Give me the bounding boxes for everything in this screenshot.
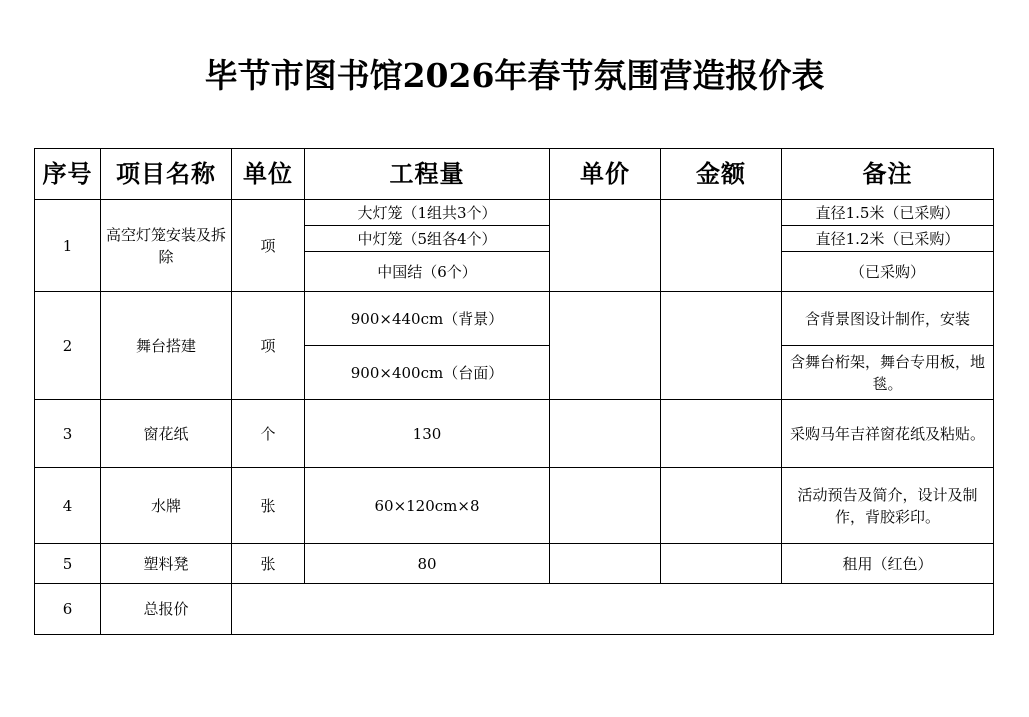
quotation-table [34,148,994,635]
row-quantity: 60×120cm×8 [305,468,550,544]
row-amount [661,544,782,584]
table-row [35,400,994,468]
row-unit-price [550,292,661,400]
row-amount [661,292,782,400]
row-unit: 张 [232,544,305,584]
row-quantity: 900×440cm（背景） [305,292,550,346]
row-amount [661,468,782,544]
row-quantity: 大灯笼（1组共3个） [305,200,550,226]
row-note: 直径1.5米（已采购） [782,200,994,226]
row-amount [661,200,782,292]
row-no: 6 [35,584,101,635]
table-row [35,544,994,584]
row-unit: 项 [232,292,305,400]
row-unit-price [550,468,661,544]
row-unit-price [550,400,661,468]
header-no: 序号 [35,149,101,200]
row-no: 5 [35,544,101,584]
row-unit-price [550,544,661,584]
row-note: 活动预告及简介，设计及制作，背胶彩印。 [782,468,994,544]
table-row [35,292,994,346]
row-quantity: 80 [305,544,550,584]
header-name: 项目名称 [101,149,232,200]
row-note: 直径1.2米（已采购） [782,226,994,252]
row-unit: 个 [232,400,305,468]
total-price-value [232,584,994,635]
row-no: 3 [35,400,101,468]
header-unit: 单位 [232,149,305,200]
row-note: 租用（红色） [782,544,994,584]
row-unit: 项 [232,200,305,292]
row-name: 高空灯笼安装及拆除 [101,200,232,292]
row-quantity: 中国结（6个） [305,252,550,292]
header-row [35,149,994,200]
row-unit: 张 [232,468,305,544]
table-row [35,584,994,635]
row-note: 含背景图设计制作，安装 [782,292,994,346]
row-name: 窗花纸 [101,400,232,468]
row-quantity: 900×400cm（台面） [305,346,550,400]
page-title: 毕节市图书馆2026年春节氛围营造报价表 [204,56,825,95]
header-quantity: 工程量 [305,149,550,200]
row-note: 采购马年吉祥窗花纸及粘贴。 [782,400,994,468]
row-name: 舞台搭建 [101,292,232,400]
row-name: 水牌 [101,468,232,544]
row-unit-price [550,200,661,292]
row-quantity: 中灯笼（5组各4个） [305,226,550,252]
row-no: 4 [35,468,101,544]
row-no: 1 [35,200,101,292]
row-note: （已采购） [782,252,994,292]
row-quantity: 130 [305,400,550,468]
row-note: 含舞台桁架，舞台专用板，地毯。 [782,346,994,400]
header-amount: 金额 [661,149,782,200]
row-amount [661,400,782,468]
row-no: 2 [35,292,101,400]
row-name: 塑料凳 [101,544,232,584]
header-unit-price: 单价 [550,149,661,200]
table-row [35,468,994,544]
header-note: 备注 [782,149,994,200]
table-row [35,200,994,226]
row-name: 总报价 [101,584,232,635]
